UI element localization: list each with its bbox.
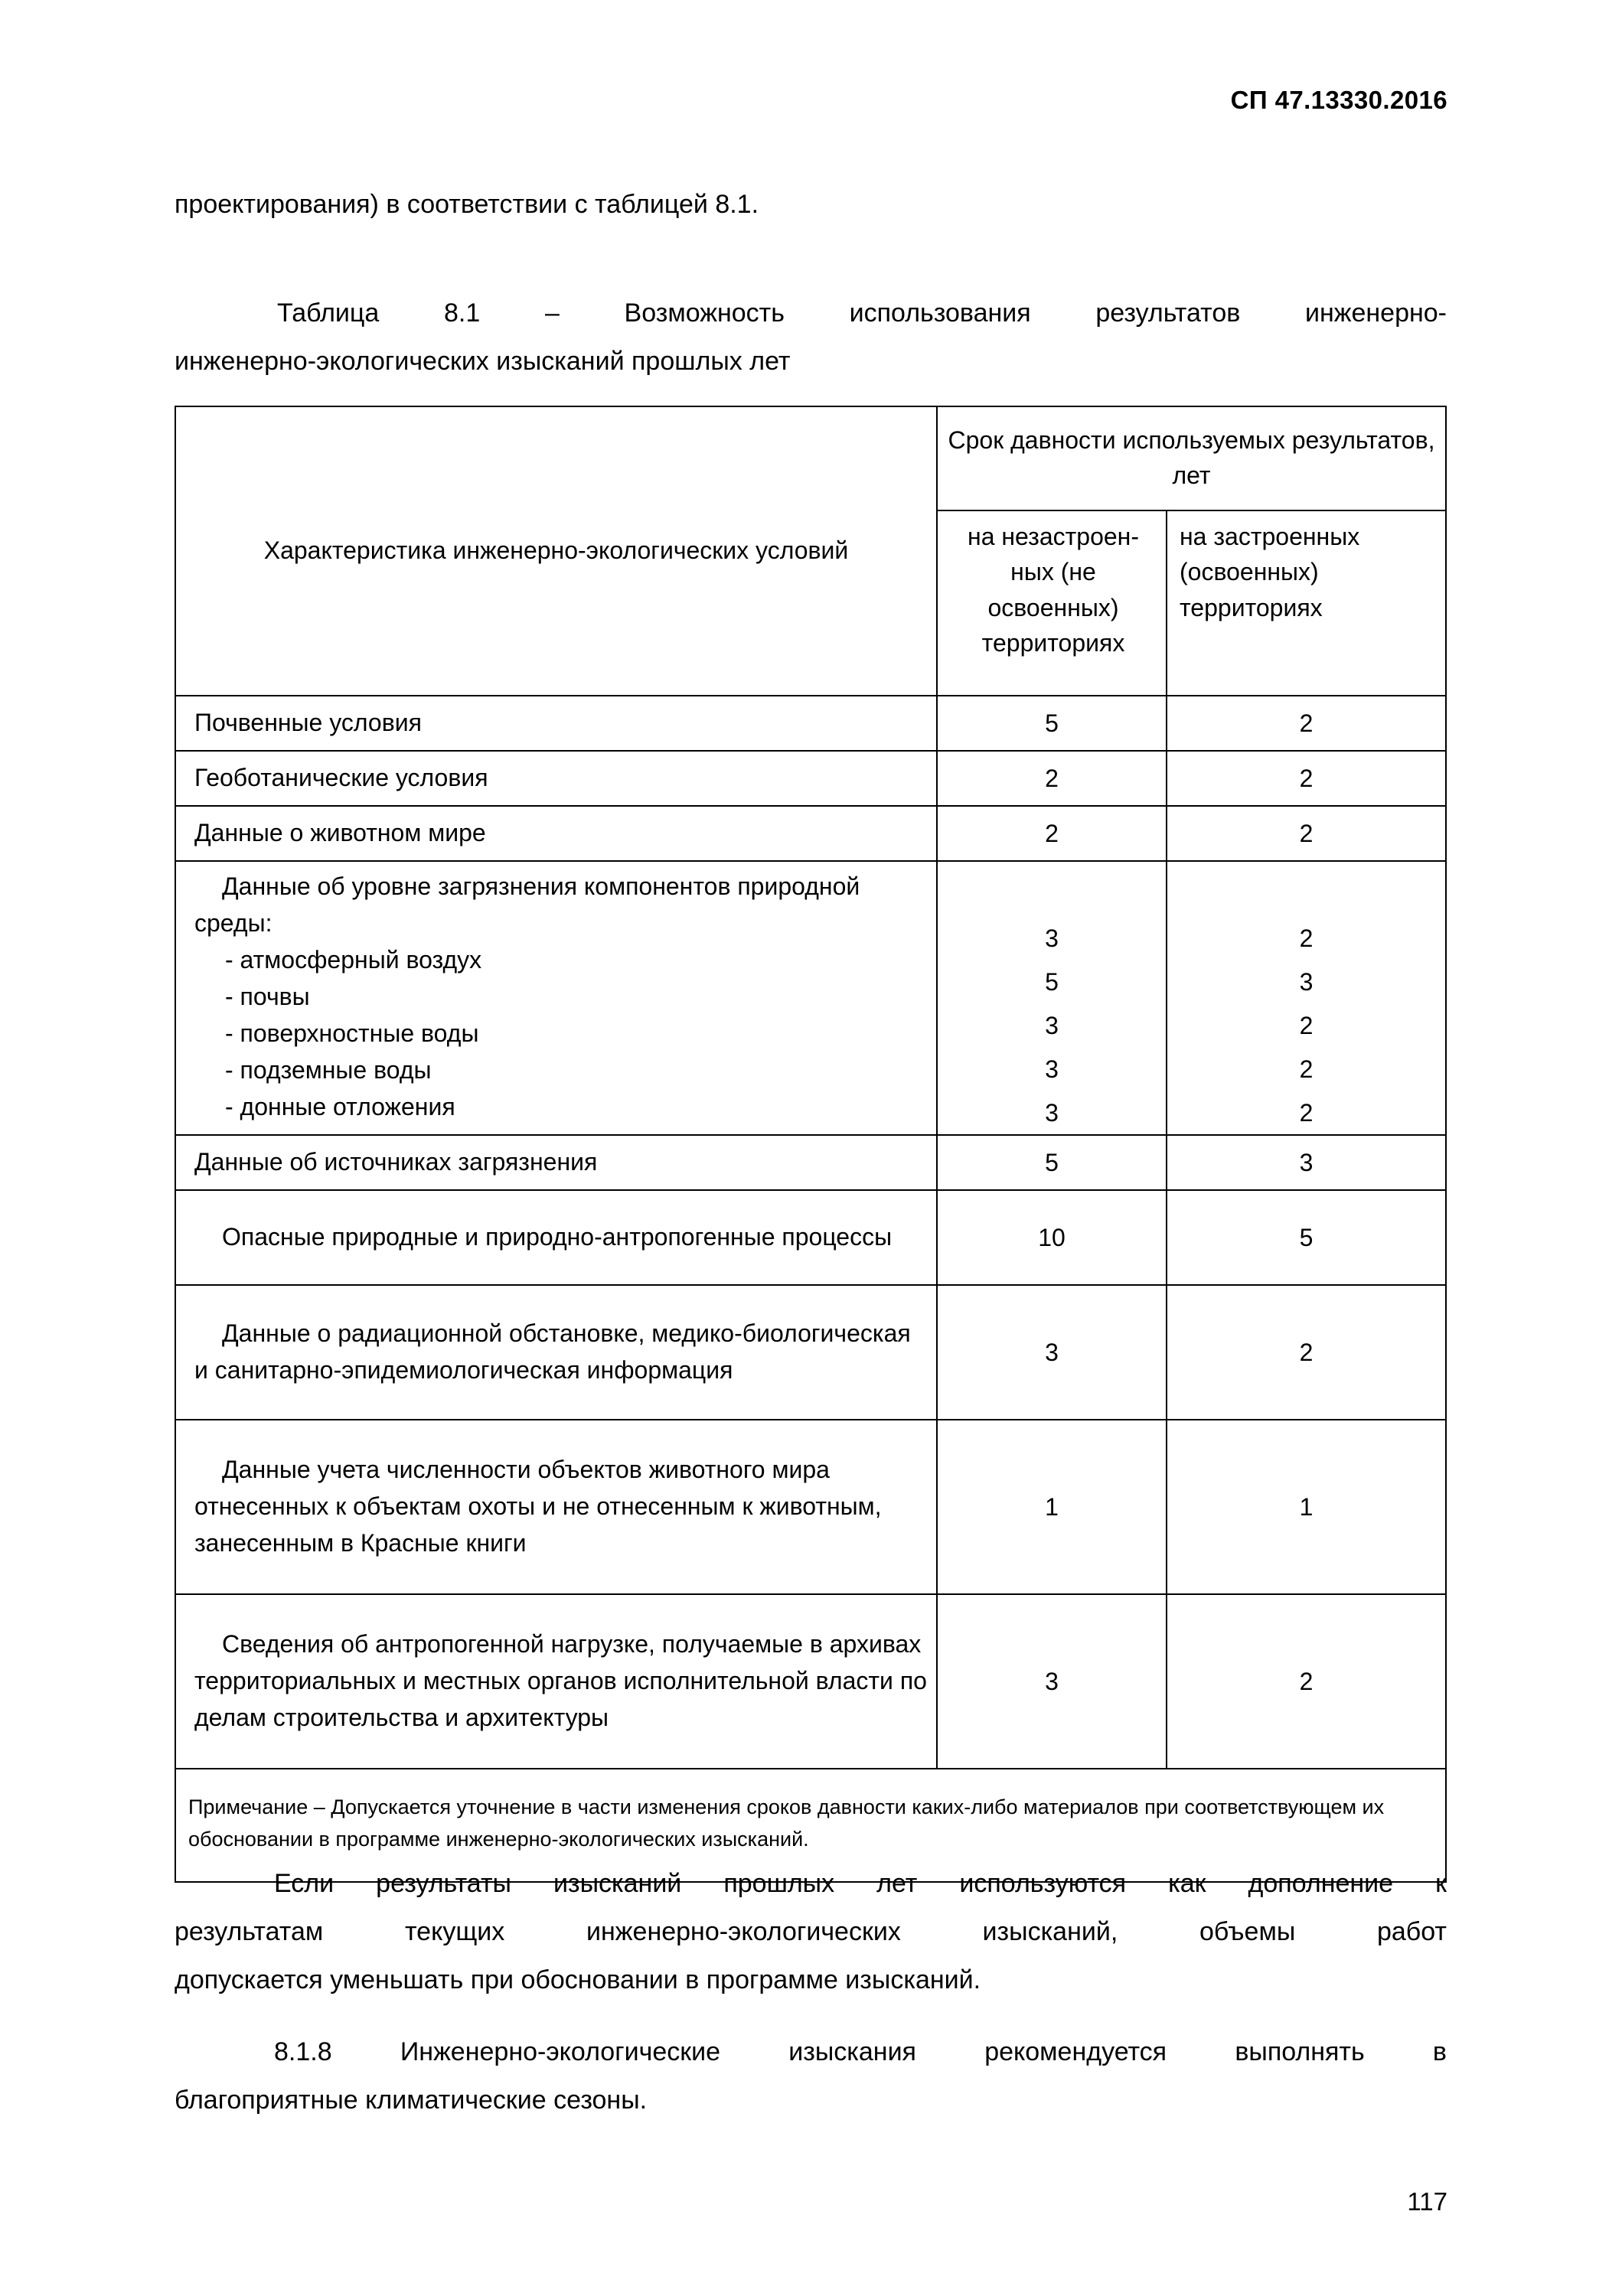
- row-value-developed: 2: [1167, 1285, 1446, 1420]
- table-row: [175, 1190, 1446, 1285]
- table-row: [175, 806, 1446, 861]
- sub-item-value: 3: [1045, 1012, 1059, 1039]
- paragraph-line: Если результаты изысканий прошлых лет используются как дополнение к: [274, 1869, 1447, 1898]
- row-value-developed: 2: [1167, 1594, 1446, 1769]
- row-value-undeveloped: 3: [937, 1285, 1167, 1420]
- row-value-developed: 2: [1167, 806, 1446, 861]
- row-label-group: [175, 861, 937, 1135]
- table-container: [175, 406, 1447, 1883]
- row-value-developed: 2: [1167, 751, 1446, 806]
- table-caption: [175, 289, 1447, 386]
- row-label: Почвенные условия: [175, 696, 937, 751]
- sub-item-label: - атмосферный воздух: [225, 946, 482, 974]
- header-characteristic: Характеристика инженерно-экологических условий: [175, 406, 937, 696]
- sub-item-label: - почвы: [225, 983, 310, 1010]
- row-value-developed: 1: [1167, 1420, 1446, 1594]
- sub-item-value: 3: [1045, 1055, 1059, 1083]
- table-row-pollution: [175, 861, 1446, 1135]
- row-values-developed: [1167, 861, 1446, 1135]
- paragraph-line: благоприятные климатические сезоны.: [175, 2085, 648, 2115]
- row-value-undeveloped: 10: [937, 1190, 1167, 1285]
- row-values-undeveloped: [937, 861, 1167, 1135]
- row-value-undeveloped: 3: [937, 1594, 1167, 1769]
- row-label: Данные учета численности объектов животного мира отнесенных к объектам охоты и не отнесенным к животным, занесенным в Красные книги: [175, 1420, 937, 1594]
- paragraph-clause-8-1-8: [175, 2028, 1447, 2125]
- row-label: Данные о животном мире: [175, 806, 937, 861]
- header-developed-territories: на застроенных (освоенных) территориях: [1167, 510, 1446, 696]
- row-value-undeveloped: 1: [937, 1420, 1167, 1594]
- row-label: Геоботанические условия: [175, 751, 937, 806]
- row-value-developed: 3: [1167, 1135, 1446, 1190]
- row-label: Сведения об антропогенной нагрузке, получаемые в архивах территориальных и местных органов исполнительной власти по делам строительства и архитектуры: [175, 1594, 937, 1769]
- table-note: Примечание – Допускается уточнение в части изменения сроков давности каких-либо материалов при соответствующем их обосновании в программе инженерно-экологических изысканий.: [175, 1769, 1446, 1882]
- sub-item-value: 3: [1299, 968, 1314, 996]
- row-value-undeveloped: 2: [937, 751, 1167, 806]
- row-value-developed: 5: [1167, 1190, 1446, 1285]
- row-value-developed: 2: [1167, 696, 1446, 751]
- intro-paragraph: проектирования) в соответствии с таблицей 8.1.: [175, 190, 759, 219]
- sub-item-value: 3: [1045, 1099, 1059, 1127]
- row-label: Опасные природные и природно-антропогенные процессы: [175, 1190, 937, 1285]
- sub-item-label: - донные отложения: [225, 1093, 455, 1120]
- row-label: Данные об источниках загрязнения: [175, 1135, 937, 1190]
- sub-item-value: 5: [1045, 968, 1059, 996]
- row-label: Данные о радиационной обстановке, медико-биологическая и санитарно-эпидемиологическая информация: [175, 1285, 937, 1420]
- row-value-undeveloped: 5: [937, 696, 1167, 751]
- header-undeveloped-territories: на незастроен-ных (не освоенных) территориях: [937, 510, 1167, 696]
- header-term-group: Срок давности используемых результатов, лет: [937, 406, 1446, 510]
- row-label: Данные об уровне загрязнения компонентов природной среды:: [194, 872, 860, 937]
- table-head: [175, 406, 1446, 696]
- table-row: [175, 751, 1446, 806]
- sub-item-value: 2: [1299, 1012, 1314, 1039]
- table-body: [175, 696, 1446, 1882]
- table-header-row-main: [175, 406, 1446, 510]
- table-row: [175, 1420, 1446, 1594]
- table-row: [175, 1594, 1446, 1769]
- table-caption-line-2: инженерно-экологических изысканий прошлых лет: [175, 346, 791, 376]
- row-value-undeveloped: 5: [937, 1135, 1167, 1190]
- paragraph-after-table-1: [175, 1860, 1447, 2004]
- sub-item-value: 2: [1299, 1099, 1314, 1127]
- paragraph-line: 8.1.8 Инженерно-экологические изыскания рекомендуется выполнять в: [274, 2037, 1447, 2066]
- sub-item-label: - поверхностные воды: [225, 1019, 479, 1047]
- table-8-1: [175, 406, 1447, 1883]
- table-row: [175, 696, 1446, 751]
- sub-item-label: - подземные воды: [225, 1056, 432, 1084]
- sub-item-value: 2: [1299, 1055, 1314, 1083]
- paragraph-line: допускается уменьшать при обосновании в программе изысканий.: [175, 1965, 981, 1994]
- page-number: 117: [1407, 2187, 1447, 2216]
- table-row: [175, 1135, 1446, 1190]
- row-value-undeveloped: 2: [937, 806, 1167, 861]
- document-header-code: СП 47.13330.2016: [1230, 86, 1447, 114]
- sub-item-value: 2: [1299, 925, 1314, 952]
- paragraph-line: результатам текущих инженерно-экологических изысканий, объемы работ: [175, 1916, 1447, 1946]
- table-row: [175, 1285, 1446, 1420]
- sub-item-value: 3: [1045, 925, 1059, 952]
- table-caption-line-1: Таблица 8.1 – Возможность использования результатов инженерно-: [277, 298, 1447, 328]
